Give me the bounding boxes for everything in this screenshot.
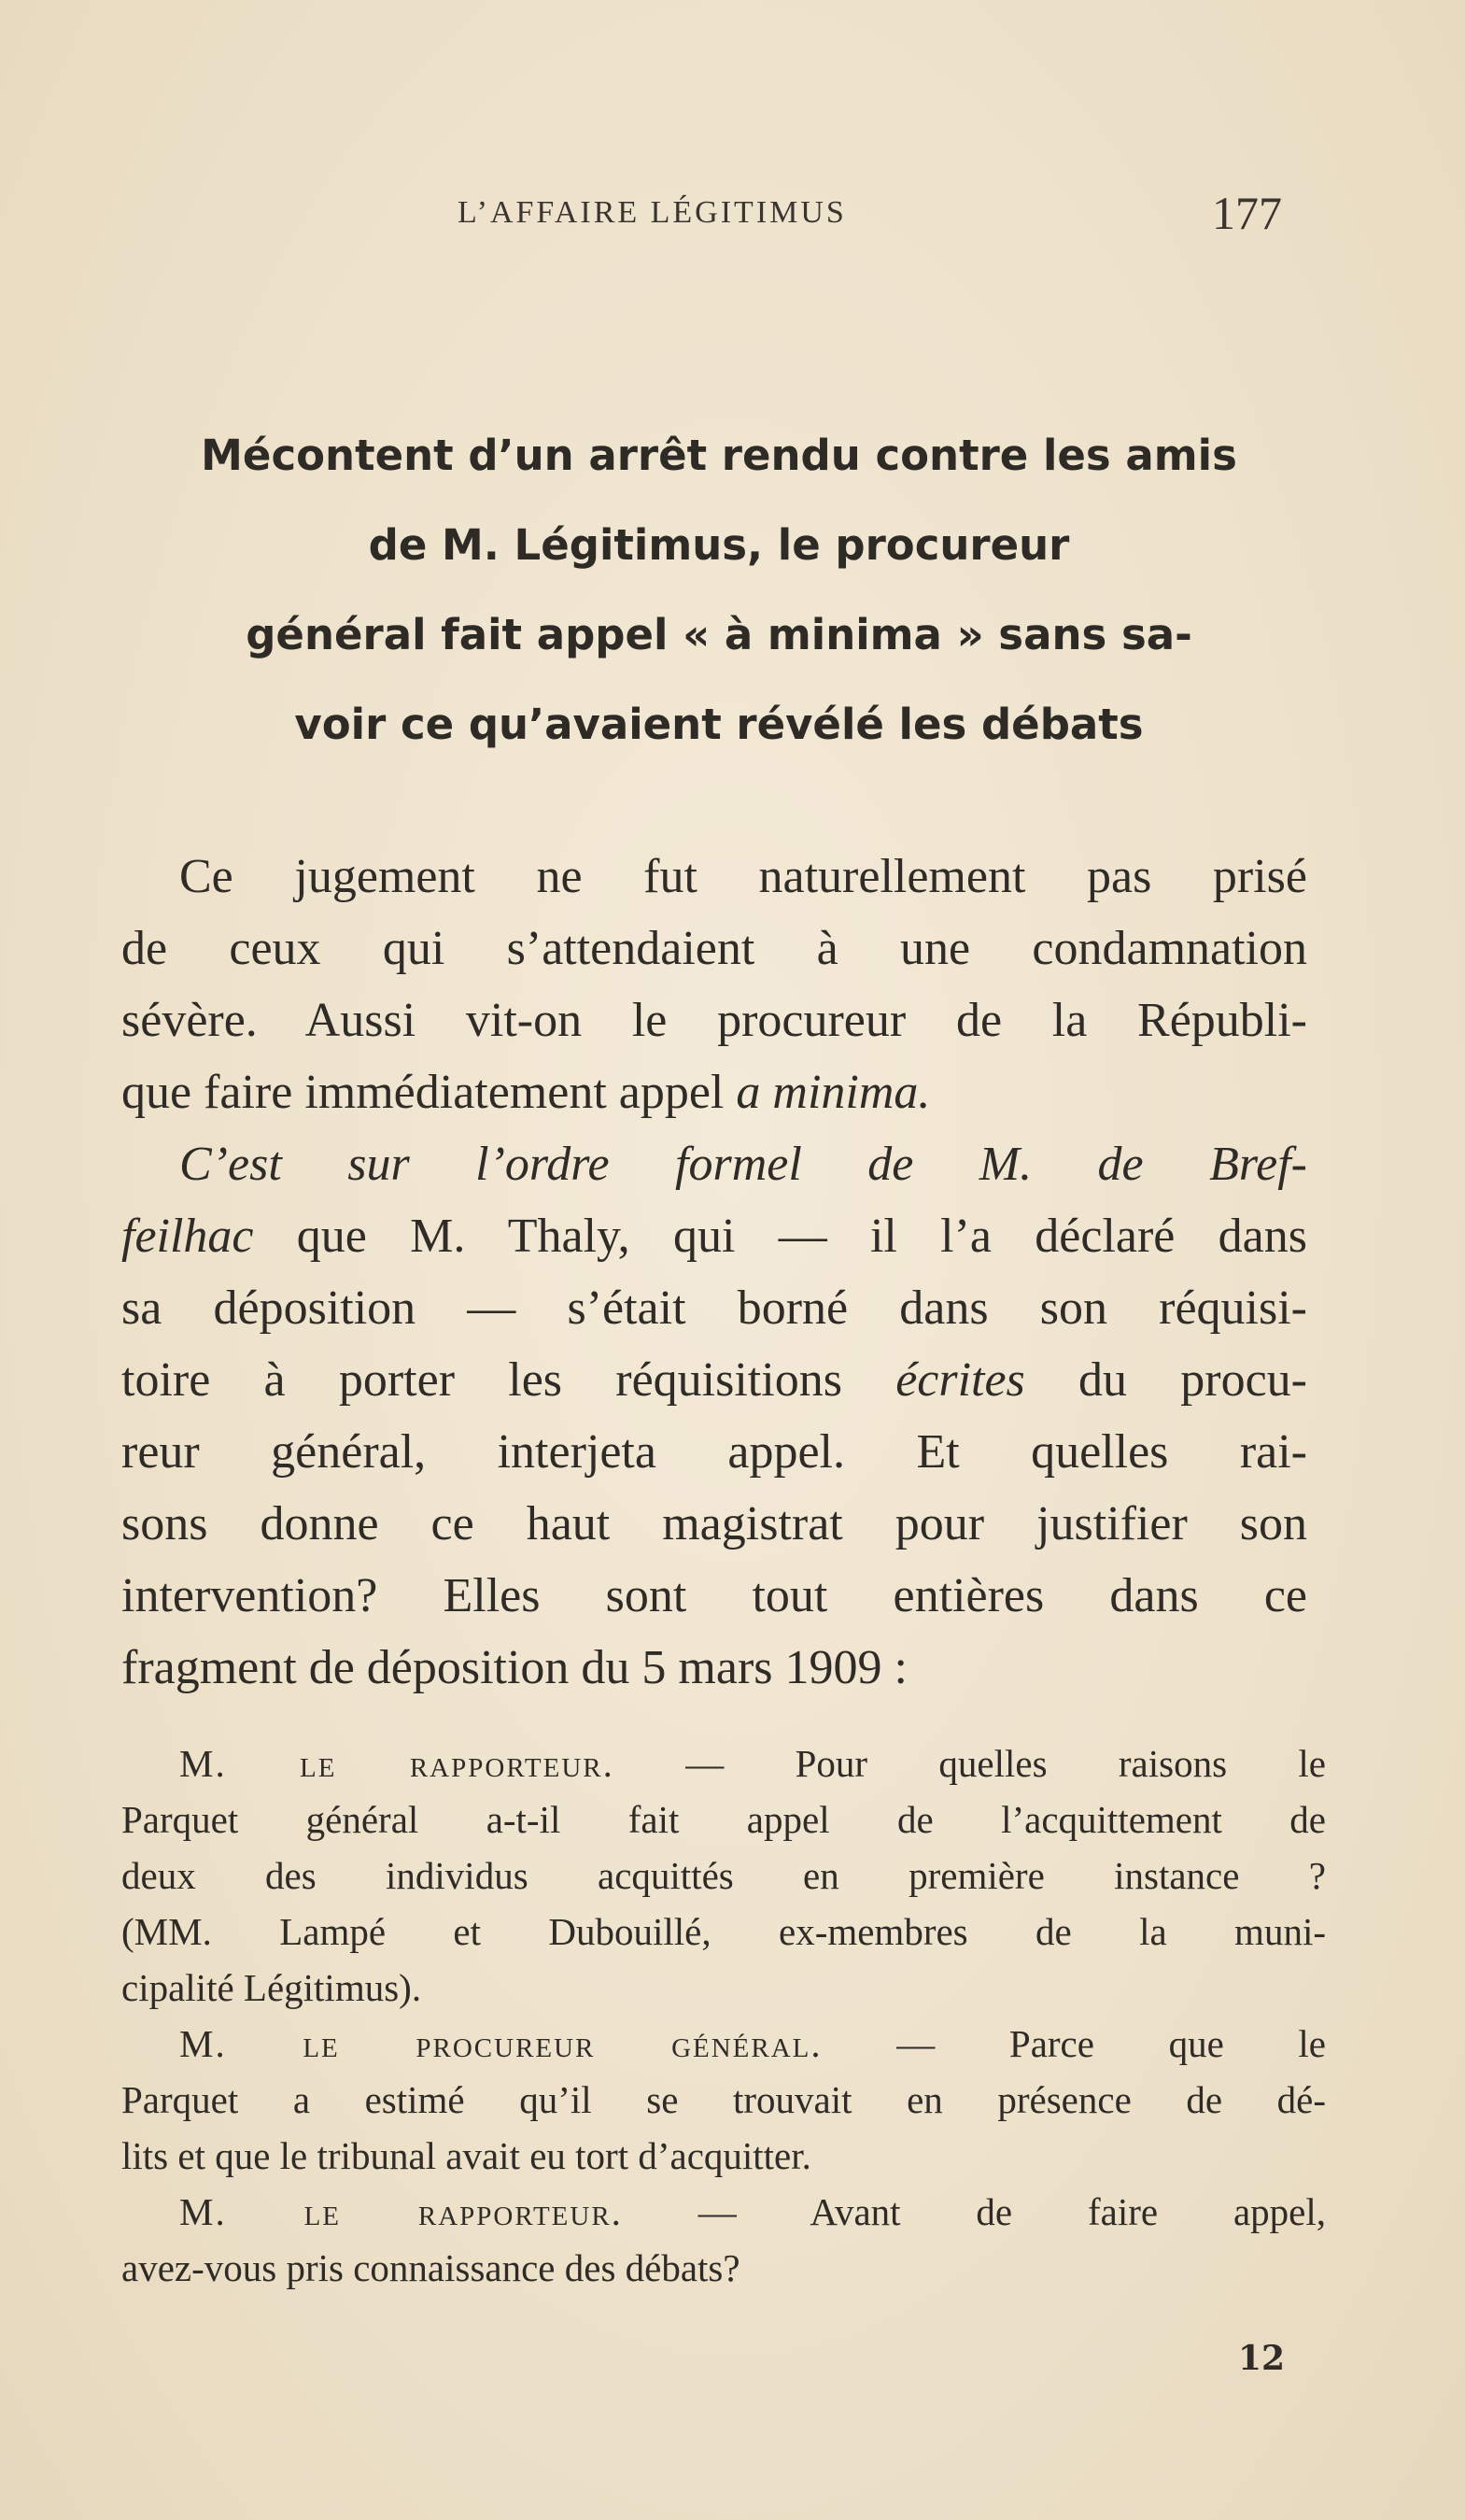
quote-text: — Parce que le — [822, 2022, 1326, 2065]
paragraph-2-text: du procu- — [1024, 1353, 1308, 1407]
signature-mark: 12 — [1238, 2339, 1286, 2378]
paragraph-2-text: toire à porter les réquisitions — [121, 1353, 896, 1407]
quote-1-line: cipalité Légitimus). — [121, 1966, 422, 2009]
heading-line: voir ce qu’avaient révélé les débats — [294, 700, 1144, 749]
quote-text: — Avant de faire appel, — [622, 2190, 1326, 2233]
italic-phrase: C’est sur l’ordre formel de M. de Bref- — [179, 1138, 1307, 1191]
paragraph-2-line: intervention? Elles sont tout entières dans ce — [121, 1569, 1307, 1622]
paragraph-2-line — [121, 1344, 1307, 1416]
paragraph-1-line: de ceux qui s’attendaient à une condamnation — [121, 922, 1307, 975]
paragraph-2-line — [121, 1200, 1307, 1272]
paragraph-2-line: sons donne ce haut magistrat pour justifier son — [121, 1497, 1307, 1550]
quote-text: — Pour quelles raisons le — [613, 1742, 1326, 1785]
paragraph-2-line: fragment de déposition du 5 mars 1909 : — [121, 1641, 908, 1694]
italic-phrase: feilhac — [121, 1210, 254, 1263]
heading-line: de M. Légitimus, le procureur — [368, 520, 1070, 570]
quote-1-line: deux des individus acquittés en première instance ? — [121, 1854, 1326, 1897]
speaker-label: M. le rapporteur. — [179, 1742, 614, 1785]
body-text — [121, 841, 1307, 1704]
speaker-label: M. le rapporteur. — [179, 2190, 623, 2233]
quote-2-line: Parquet a estimé qu’il se trouvait en présence de dé- — [121, 2078, 1326, 2121]
quote-2-line: lits et que le tribunal avait eu tort d’acquitter. — [121, 2134, 811, 2177]
italic-phrase: écrites — [895, 1353, 1025, 1407]
paragraph-1-line: Ce jugement ne fut naturellement pas prisé — [179, 850, 1307, 903]
paragraph-2-line: sa déposition — s’était borné dans son réquisi- — [121, 1281, 1307, 1335]
quote-1-line: (MM. Lampé et Dubouillé, ex-membres de la muni- — [121, 1910, 1326, 1953]
paragraph-2-line — [121, 1128, 1307, 1200]
quote-1-line — [121, 1735, 1326, 1791]
italic-phrase: a minima. — [736, 1066, 931, 1119]
heading-line: Mécontent d’un arrêt rendu contre les amis — [201, 431, 1237, 480]
quote-2-line — [121, 2016, 1326, 2072]
paragraph-2-line: reur général, interjeta appel. Et quelles rai- — [121, 1425, 1307, 1479]
paragraph-1-line — [121, 1056, 1307, 1128]
paragraph-2-text: que M. Thaly, qui — il l’a déclaré dans — [253, 1210, 1307, 1263]
heading-line: général fait appel « à minima » sans sa- — [246, 610, 1192, 659]
quote-3-line — [121, 2184, 1326, 2240]
running-head — [0, 187, 1465, 248]
paragraph-1-text: que faire immédiatement appel — [121, 1066, 737, 1119]
page-number: 177 — [1212, 187, 1282, 239]
quote-1-line: Parquet général a-t-il fait appel de l’acquittement de — [121, 1798, 1326, 1841]
paragraph-1-line: sévère. Aussi vit-on le procureur de la Républi- — [121, 994, 1307, 1047]
section-heading — [131, 411, 1307, 770]
running-title: L’AFFAIRE LÉGITIMUS — [458, 195, 847, 230]
quote-3-line: avez-vous pris connaissance des débats? — [121, 2246, 740, 2289]
speaker-label: M. le procureur général. — [179, 2022, 823, 2065]
deposition-quote — [121, 1735, 1326, 2296]
